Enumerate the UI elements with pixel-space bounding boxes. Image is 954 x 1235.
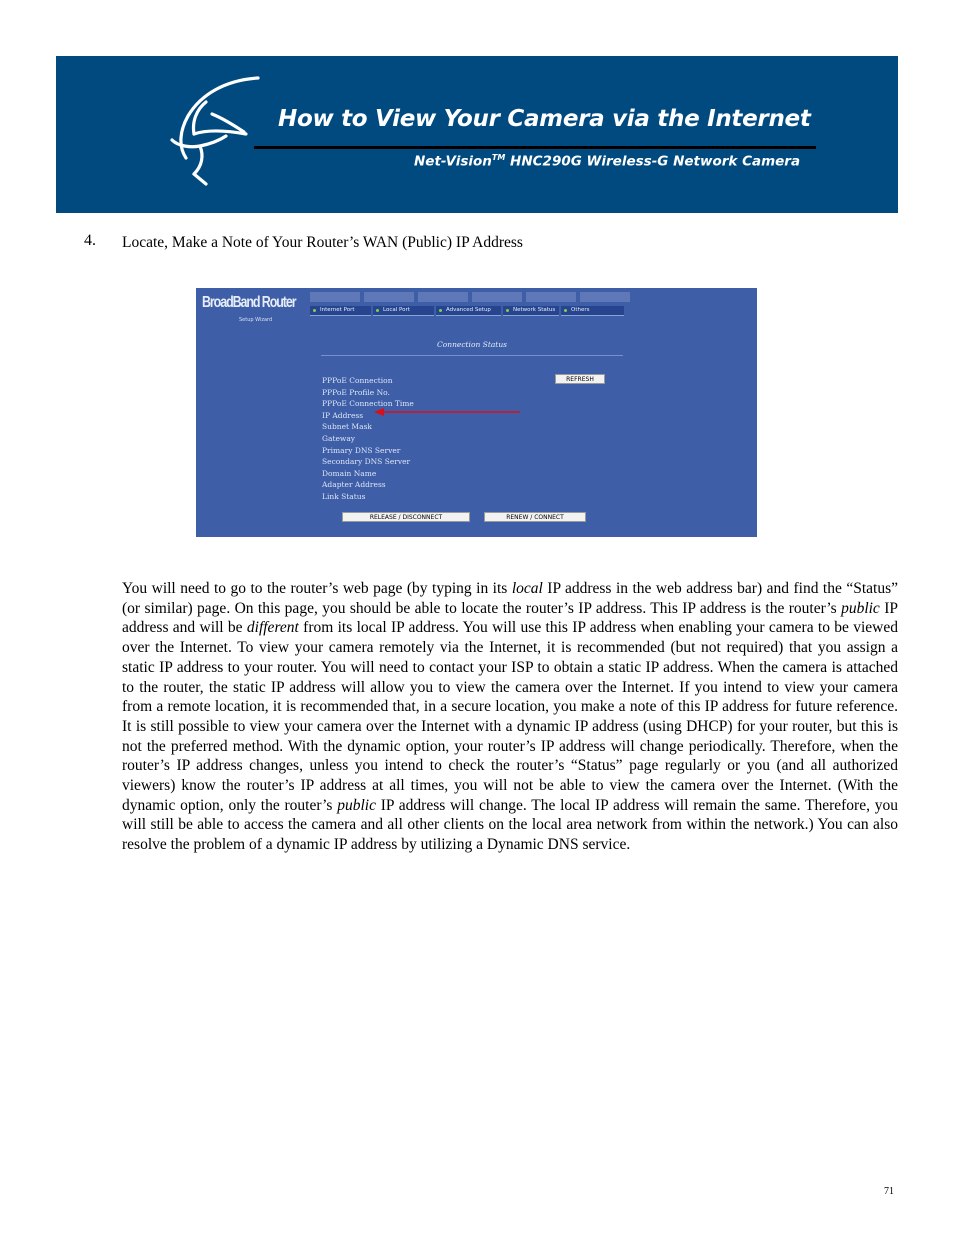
field-primary-dns: Primary DNS Server — [322, 445, 401, 455]
renew-connect-button[interactable]: RENEW / CONNECT — [484, 512, 586, 522]
banner-divider — [254, 146, 816, 149]
field-subnet-mask: Subnet Mask — [322, 422, 372, 432]
field-gateway: Gateway — [322, 433, 356, 443]
eagle-head-logo — [166, 74, 266, 189]
page-number: 71 — [884, 1186, 894, 1197]
router-status-screenshot — [196, 288, 757, 537]
field-pppoe-connection-time: PPPoE Connection Time — [322, 399, 414, 409]
step-number: 4. — [84, 232, 96, 249]
field-adapter-address: Adapter Address — [322, 480, 386, 490]
field-link-status: Link Status — [322, 491, 366, 501]
router-top-tab-strip — [310, 292, 630, 302]
red-arrow-left-icon — [374, 408, 522, 416]
step-heading: Locate, Make a Note of Your Router’s WAN (Public) IP Address — [122, 234, 523, 251]
banner-subtitle: Net-Vision™ HNC290G Wireless-G Network Camera — [414, 153, 801, 170]
field-pppoe-connection: PPPoE Connection — [322, 376, 393, 385]
router-logo: BroadBand Router — [202, 294, 296, 311]
header-banner — [56, 56, 898, 213]
field-ip-address: IP Address — [322, 410, 364, 420]
body-paragraph: You will need to go to the router’s web page (by typing in its local IP address in the web address bar) and find the “Status” (or similar) page. On this page, you should be able to locate the router’s IP address. This IP address is the router’s public IP address and will be different from its local IP address. You will use this IP address when enabling your camera to be viewed over the Internet. To view your camera remotely via the Internet, it is recommended (but not required) that you assign a static IP address to your router. You will need to contact your ISP to obtain a static IP address. When the camera is attached to the router, the static IP address will allow you to view the camera over the Internet. If you intend to view your camera from a remote location, it is recommended that, in a secure location, you make a note of this IP address for future reference. It is still possible to view your camera over the Internet with a dynamic IP address (using DHCP) for your router, but this is not the preferred method. With the dynamic option, your router’s IP address will change periodically. Therefore, when the router’s IP address changes, unless you intend to check the router’s “Status” page regularly or you (and all authorized viewers) know the router’s IP address at all times, you will not be able to view the camera over the Internet. (With the dynamic option, only the router’s public IP address will change. The local IP address will remain the same. Therefore, you will still be able to access the camera and all other clients on the local area network from within the network.) You can also resolve the problem of a dynamic IP address by utilizing a Dynamic DNS service. — [122, 580, 899, 854]
nav-internet-port[interactable]: Internet Port — [310, 306, 371, 316]
field-secondary-dns: Secondary DNS Server — [322, 457, 411, 467]
refresh-button[interactable]: REFRESH — [555, 374, 605, 384]
router-logo-subtitle: Setup Wizard — [239, 317, 273, 323]
nav-network-status[interactable]: Network Status — [503, 306, 559, 316]
nav-local-port[interactable]: Local Port — [373, 306, 434, 316]
nav-others[interactable]: Others — [561, 306, 624, 316]
section-divider — [321, 355, 623, 356]
field-domain-name: Domain Name — [322, 468, 377, 478]
field-pppoe-profile-no: PPPoE Profile No. — [322, 387, 390, 397]
banner-title: How to View Your Camera via the Internet — [278, 106, 811, 132]
connection-status-title: Connection Status — [436, 340, 507, 349]
release-disconnect-button[interactable]: RELEASE / DISCONNECT — [342, 512, 470, 522]
router-nav-bar — [310, 306, 624, 315]
connection-fields-list — [322, 375, 414, 503]
nav-advanced-setup[interactable]: Advanced Setup — [436, 306, 501, 316]
